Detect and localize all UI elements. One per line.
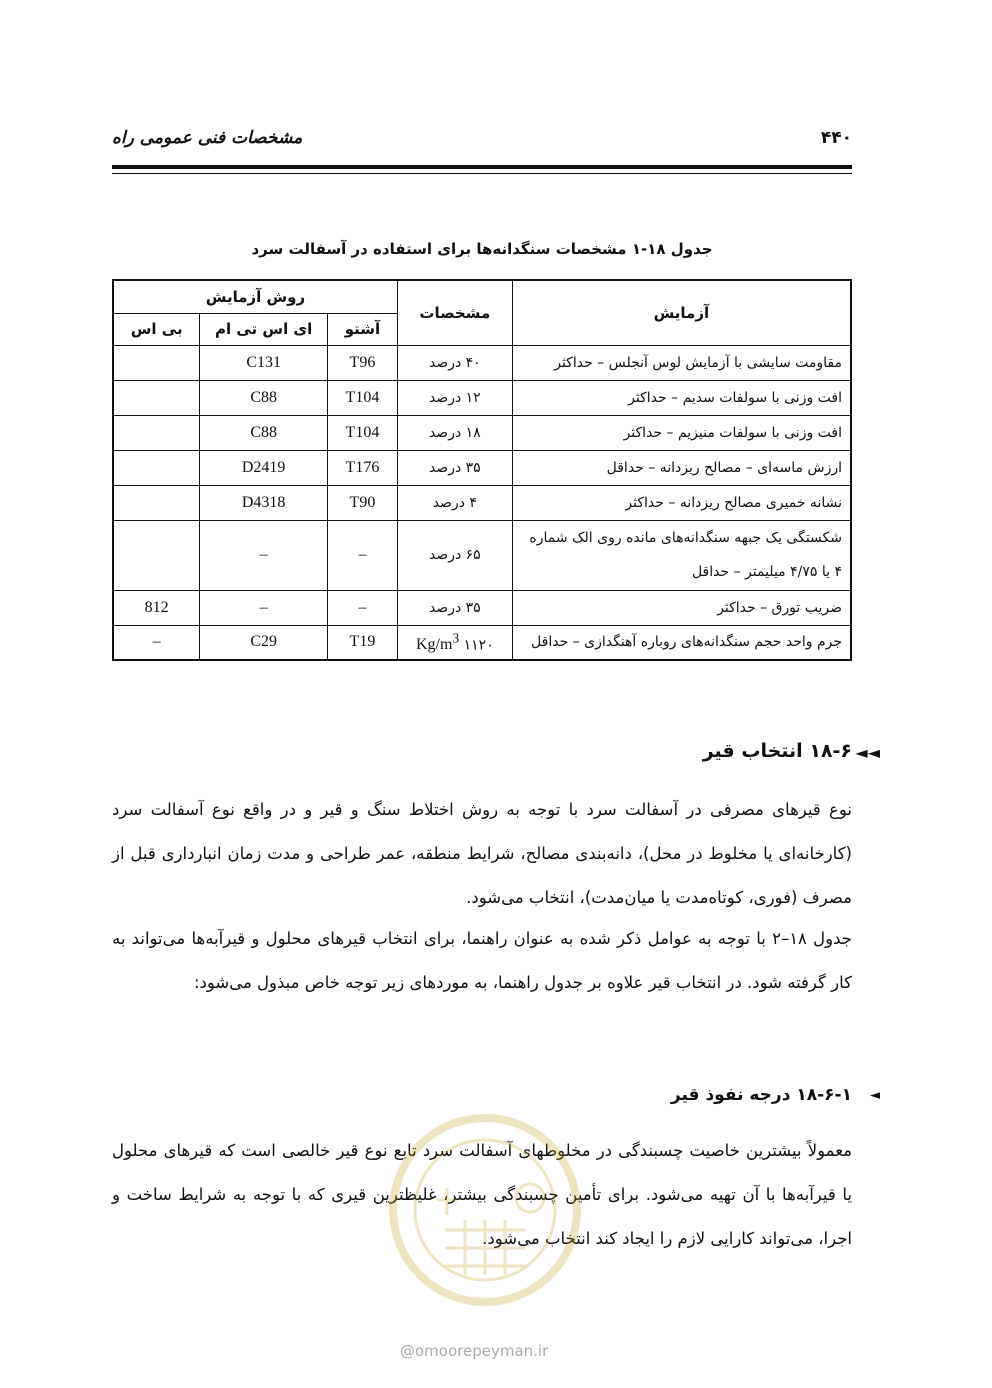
- section-paragraph-1: نوع قیرهای مصرفی در آسفالت سرد با توجه به روش اختلاط سنگ و قیر و در واقع نوع آسفالت سرد (کارخانه‌ای یا مخلوط در محل)، دانه‌بندی مصالح، شرایط منطقه، عمر طراحی و مدت زمان انبارداری قبل از مصرف (فوری، کوتاه‌مدت یا میان‌مدت)، انتخاب می‌شود.: [112, 800, 852, 907]
- cell-spec: ۱۸ درصد: [397, 415, 512, 450]
- table-row: [113, 415, 851, 450]
- cell-aashto: –: [327, 520, 397, 590]
- subsection-marker-icon: ◄: [870, 1088, 880, 1103]
- cell-spec: ۴۰ درصد: [397, 345, 512, 380]
- cell-test: ضریب تورق – حداکثر: [512, 590, 851, 625]
- cell-astm: D4318: [200, 485, 328, 520]
- table-row: [113, 520, 851, 590]
- cell-bs: [113, 450, 200, 485]
- cell-test: جرم واحد حجم سنگدانه‌های روباره آهنگدازی – حداقل: [512, 625, 851, 660]
- unit-exponent: 3: [452, 630, 460, 646]
- spec-number: ۱۱۲۰: [463, 636, 494, 653]
- cell-bs: –: [113, 625, 200, 660]
- section-heading: ۱۸-۶ انتخاب قیر: [702, 740, 852, 762]
- cell-bs: [113, 415, 200, 450]
- cell-spec: [397, 625, 512, 660]
- section-marker-icon: ◄◄: [855, 743, 880, 762]
- cell-spec: ۱۲ درصد: [397, 380, 512, 415]
- spec-unit: $Kg/m^3$: [415, 630, 460, 653]
- table-row: [113, 625, 851, 660]
- table-row: [113, 485, 851, 520]
- table-row: [113, 450, 851, 485]
- cell-test: افت وزنی با سولفات منیزیم – حداکثر: [512, 415, 851, 450]
- cell-test: ارزش ماسه‌ای – مصالح ریزدانه – حداقل: [512, 450, 851, 485]
- cell-test-line-2: ۴ یا ۴/۷۵ میلیمتر – حداقل: [691, 564, 842, 580]
- header-rule-thick: [112, 165, 852, 169]
- table-row: [113, 590, 851, 625]
- cell-spec: ۳۵ درصد: [397, 590, 512, 625]
- table-caption: جدول ۱۸-۱ مشخصات سنگدانه‌ها برای استفاده در آسفالت سرد: [251, 240, 713, 258]
- cell-bs: 812: [113, 590, 200, 625]
- cell-test: [512, 520, 851, 590]
- cell-aashto: T90: [327, 485, 397, 520]
- cell-test-line-1: شکستگی یک جبهه سنگدانه‌های مانده روی الک شماره: [529, 530, 842, 546]
- cell-bs: [113, 520, 200, 590]
- header-bs: بی اس: [113, 313, 200, 345]
- subsection-paragraph: معمولاً بیشترین خاصیت چسبندگی در مخلوطهای آسفالت سرد تابع نوع قیر خالصی است که قیرهای محلول یا قیرآبه‌ها با آن تهیه می‌شود. برای تأمین چسبندگی بیشتر، غلیظترین قیری که با توجه به شرایط ساخت و اجرا، می‌تواند کارایی لازم را ایجاد کند انتخاب می‌شود.: [112, 1141, 852, 1248]
- cell-astm: C88: [200, 380, 328, 415]
- cell-aashto: T176: [327, 450, 397, 485]
- running-title: مشخصات فنی عمومی راه: [112, 128, 303, 148]
- cell-aashto: T19: [327, 625, 397, 660]
- section-paragraph-2: جدول ۱۸–۲ با توجه به عوامل ذکر شده به عنوان راهنما، برای انتخاب قیرهای محلول و قیرآبه‌ها می‌تواند به کار گرفته شود. در انتخاب قیر علاوه بر جدول راهنما، به موردهای زیر توجه خاص مبذول می‌شود:: [112, 929, 852, 992]
- cell-astm: –: [200, 520, 328, 590]
- header-spec: مشخصات: [397, 280, 512, 345]
- cell-aashto: T96: [327, 345, 397, 380]
- aggregate-spec-table: [112, 279, 852, 661]
- cell-bs: [113, 345, 200, 380]
- cell-bs: [113, 485, 200, 520]
- page-header: [112, 128, 852, 158]
- table-row: [113, 380, 851, 415]
- cell-test: نشانه خمیری مصالح ریزدانه – حداکثر: [512, 485, 851, 520]
- cell-aashto: T104: [327, 380, 397, 415]
- header-astm: ای اس تی ام: [200, 313, 328, 345]
- cell-bs: [113, 380, 200, 415]
- header-rule-thin: [112, 173, 852, 174]
- header-method: روش آزمایش: [113, 280, 397, 313]
- page-number: ۴۴۰: [820, 128, 852, 148]
- cell-test: مقاومت سایشی با آزمایش لوس آنجلس – حداکثر: [512, 345, 851, 380]
- subsection-heading: ۱۸-۶-۱ درجه نفوذ قیر: [670, 1085, 852, 1105]
- cell-aashto: –: [327, 590, 397, 625]
- cell-astm: C29: [200, 625, 328, 660]
- cell-astm: C88: [200, 415, 328, 450]
- cell-astm: D2419: [200, 450, 328, 485]
- cell-aashto: T104: [327, 415, 397, 450]
- cell-spec: ۳۵ درصد: [397, 450, 512, 485]
- cell-astm: C131: [200, 345, 328, 380]
- header-test: آزمایش: [512, 280, 851, 345]
- cell-test: افت وزنی با سولفات سدیم – حداکثر: [512, 380, 851, 415]
- cell-spec: ۴ درصد: [397, 485, 512, 520]
- scales-and-gear-seal-icon: [385, 1110, 585, 1310]
- watermark-site: @omoorepeyman.ir: [400, 1342, 549, 1360]
- header-aashto: آشتو: [327, 313, 397, 345]
- cell-spec: ۶۵ درصد: [397, 520, 512, 590]
- table-row: [113, 345, 851, 380]
- cell-astm: –: [200, 590, 328, 625]
